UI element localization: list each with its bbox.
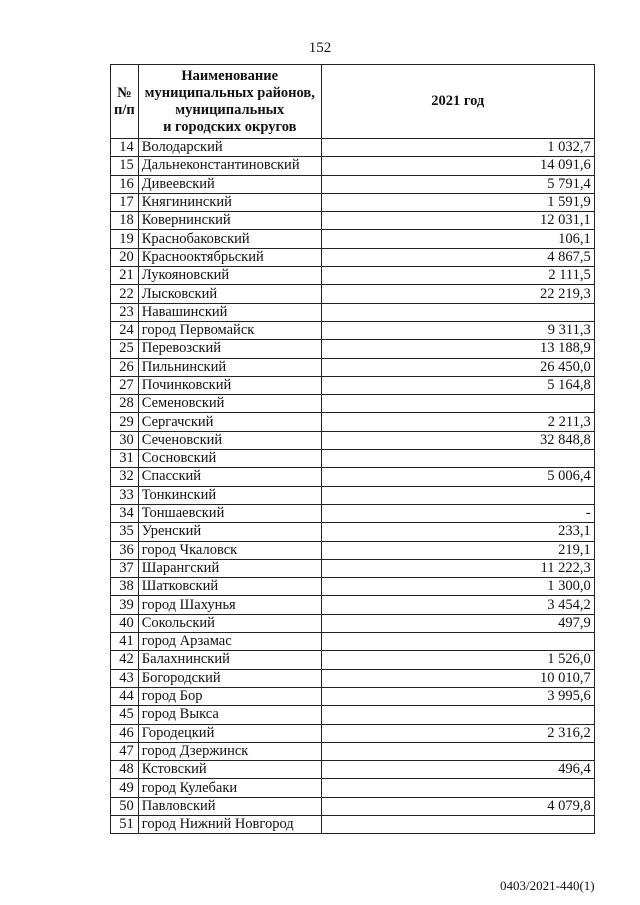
row-number: 50 [111, 797, 139, 815]
municipality-name: Навашинский [138, 303, 321, 321]
table-row [111, 633, 595, 651]
row-number: 15 [111, 157, 139, 175]
amount-value: 4 079,8 [321, 797, 594, 815]
municipality-name: Уренский [138, 523, 321, 541]
amount-value: 5 006,4 [321, 468, 594, 486]
header-number [111, 65, 139, 139]
table-row [111, 431, 595, 449]
municipality-name: Тоншаевский [138, 504, 321, 522]
table-row [111, 303, 595, 321]
municipality-name: город Шахунья [138, 596, 321, 614]
row-number: 49 [111, 779, 139, 797]
row-number: 30 [111, 431, 139, 449]
table-row [111, 267, 595, 285]
amount-value: 1 591,9 [321, 193, 594, 211]
table-row [111, 285, 595, 303]
municipality-name: Балахнинский [138, 651, 321, 669]
municipality-name: Перевозский [138, 340, 321, 358]
row-number: 43 [111, 669, 139, 687]
table-row [111, 212, 595, 230]
row-number: 44 [111, 687, 139, 705]
amount-value: - [321, 504, 594, 522]
row-number: 16 [111, 175, 139, 193]
row-number: 46 [111, 724, 139, 742]
table-row [111, 651, 595, 669]
table-row [111, 779, 595, 797]
municipality-name: Дальнеконстантиновский [138, 157, 321, 175]
document-code: 0403/2021-440(1) [500, 878, 595, 893]
municipality-name: город Арзамас [138, 633, 321, 651]
row-number: 47 [111, 742, 139, 760]
row-number: 33 [111, 486, 139, 504]
amount-value: 496,4 [321, 761, 594, 779]
amount-value: 14 091,6 [321, 157, 594, 175]
municipality-name: Пильнинский [138, 358, 321, 376]
row-number: 23 [111, 303, 139, 321]
table-row [111, 724, 595, 742]
table-row [111, 395, 595, 413]
municipality-name: Сосновский [138, 450, 321, 468]
municipality-name: Шатковский [138, 578, 321, 596]
table-row [111, 450, 595, 468]
header-year: 2021 год [321, 65, 594, 139]
table-row [111, 706, 595, 724]
row-number: 39 [111, 596, 139, 614]
header-name-line: и городских округов [163, 118, 297, 135]
row-number: 35 [111, 523, 139, 541]
amount-value: 2 316,2 [321, 724, 594, 742]
row-number: 31 [111, 450, 139, 468]
table-row [111, 340, 595, 358]
row-number: 19 [111, 230, 139, 248]
row-number: 24 [111, 321, 139, 339]
municipality-name: город Чкаловск [138, 541, 321, 559]
row-number: 28 [111, 395, 139, 413]
amount-value: 1 526,0 [321, 651, 594, 669]
row-number: 22 [111, 285, 139, 303]
row-number: 36 [111, 541, 139, 559]
header-number-line: п/п [114, 101, 135, 118]
table-row [111, 486, 595, 504]
table-row [111, 157, 595, 175]
municipality-name: город Бор [138, 687, 321, 705]
municipality-name: Шарангский [138, 559, 321, 577]
row-number: 37 [111, 559, 139, 577]
municipality-name: Володарский [138, 139, 321, 157]
amount-value [321, 815, 594, 833]
table-row [111, 230, 595, 248]
amount-value: 233,1 [321, 523, 594, 541]
municipality-name: Сеченовский [138, 431, 321, 449]
row-number: 41 [111, 633, 139, 651]
table-row [111, 468, 595, 486]
amount-value [321, 450, 594, 468]
municipality-name: Лукояновский [138, 267, 321, 285]
row-number: 45 [111, 706, 139, 724]
amount-value [321, 303, 594, 321]
municipality-name: Лысковский [138, 285, 321, 303]
table-header-row [111, 65, 595, 139]
table-row [111, 687, 595, 705]
header-number-line: № [117, 84, 132, 101]
municipality-name: город Нижний Новгород [138, 815, 321, 833]
table-row [111, 614, 595, 632]
row-number: 48 [111, 761, 139, 779]
amount-value: 22 219,3 [321, 285, 594, 303]
amount-value [321, 742, 594, 760]
row-number: 25 [111, 340, 139, 358]
row-number: 20 [111, 248, 139, 266]
table-row [111, 541, 595, 559]
municipality-name: Княгининский [138, 193, 321, 211]
amount-value: 497,9 [321, 614, 594, 632]
municipality-name: город Дзержинск [138, 742, 321, 760]
amount-value: 13 188,9 [321, 340, 594, 358]
amount-value: 106,1 [321, 230, 594, 248]
header-name-line: муниципальных [175, 101, 285, 118]
table-row [111, 596, 595, 614]
amount-value: 32 848,8 [321, 431, 594, 449]
row-number: 29 [111, 413, 139, 431]
municipality-name: Тонкинский [138, 486, 321, 504]
row-number: 34 [111, 504, 139, 522]
amount-value: 4 867,5 [321, 248, 594, 266]
table-row [111, 761, 595, 779]
municipality-name: Краснооктябрьский [138, 248, 321, 266]
table-row [111, 193, 595, 211]
amount-value: 3 995,6 [321, 687, 594, 705]
amount-value: 10 010,7 [321, 669, 594, 687]
row-number: 18 [111, 212, 139, 230]
table-row [111, 321, 595, 339]
amount-value: 5 791,4 [321, 175, 594, 193]
amount-value [321, 395, 594, 413]
row-number: 40 [111, 614, 139, 632]
amount-value: 1 032,7 [321, 139, 594, 157]
table-row [111, 559, 595, 577]
amount-value: 11 222,3 [321, 559, 594, 577]
table-row [111, 578, 595, 596]
municipality-name: Починковский [138, 376, 321, 394]
data-table [110, 64, 595, 834]
table-row [111, 248, 595, 266]
municipality-name: город Первомайск [138, 321, 321, 339]
amount-value [321, 633, 594, 651]
amount-value [321, 779, 594, 797]
row-number: 38 [111, 578, 139, 596]
table-row [111, 413, 595, 431]
municipality-name: Краснобаковский [138, 230, 321, 248]
row-number: 42 [111, 651, 139, 669]
row-number: 14 [111, 139, 139, 157]
amount-value: 219,1 [321, 541, 594, 559]
table-row [111, 139, 595, 157]
municipality-name: Дивеевский [138, 175, 321, 193]
table-row [111, 815, 595, 833]
table-row [111, 175, 595, 193]
row-number: 21 [111, 267, 139, 285]
amount-value: 2 211,3 [321, 413, 594, 431]
amount-value: 3 454,2 [321, 596, 594, 614]
amount-value: 2 111,5 [321, 267, 594, 285]
municipality-name: Кстовский [138, 761, 321, 779]
table-row [111, 504, 595, 522]
municipality-name: Спасский [138, 468, 321, 486]
amount-value: 5 164,8 [321, 376, 594, 394]
table-row [111, 742, 595, 760]
table-row [111, 797, 595, 815]
table-row [111, 669, 595, 687]
row-number: 51 [111, 815, 139, 833]
amount-value: 26 450,0 [321, 358, 594, 376]
row-number: 17 [111, 193, 139, 211]
municipality-name: Семеновский [138, 395, 321, 413]
municipality-name: Городецкий [138, 724, 321, 742]
municipality-name: город Выкса [138, 706, 321, 724]
amount-value: 12 031,1 [321, 212, 594, 230]
municipality-name: Сокольский [138, 614, 321, 632]
table-row [111, 358, 595, 376]
municipality-name: город Кулебаки [138, 779, 321, 797]
municipality-name: Богородский [138, 669, 321, 687]
table-row [111, 523, 595, 541]
row-number: 32 [111, 468, 139, 486]
amount-value: 9 311,3 [321, 321, 594, 339]
municipality-name: Павловский [138, 797, 321, 815]
table-row [111, 376, 595, 394]
header-name-line: Наименование [181, 67, 279, 84]
amount-value: 1 300,0 [321, 578, 594, 596]
row-number: 27 [111, 376, 139, 394]
page-number: 152 [308, 40, 332, 56]
municipality-name: Ковернинский [138, 212, 321, 230]
amount-value [321, 486, 594, 504]
amount-value [321, 706, 594, 724]
municipality-name: Сергачский [138, 413, 321, 431]
header-name-line: муниципальных районов, [144, 84, 315, 101]
header-name [138, 65, 321, 139]
row-number: 26 [111, 358, 139, 376]
